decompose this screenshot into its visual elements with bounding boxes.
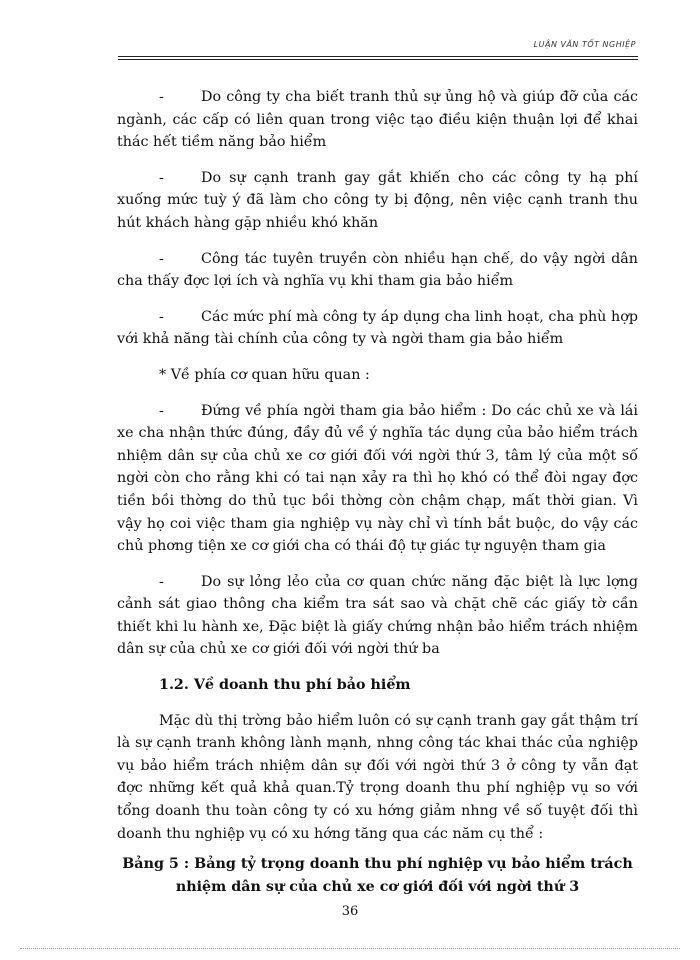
body-text xyxy=(117,86,638,898)
bullet-dash: - xyxy=(159,573,164,590)
header-rule-thick xyxy=(118,56,638,57)
paragraph-7-text: Do sự lỏng lẻo của cơ quan chức năng đặc biệt là lực lợng cảnh sát giao thông cha kiểm tra sát sao và chặt chẽ các giấy tờ cần thiết khi lu hành xe, Đặc biệt là giấy chứng nhận bảo hiểm trách nhiệm dân sự của chủ xe cơ giới đối với ngời thứ ba xyxy=(117,573,638,658)
paragraph-6 xyxy=(117,400,638,558)
paragraph-8: Mặc dù thị trờng bảo hiểm luôn có sự cạnh tranh gay gắt thậm trí là sự cạnh tranh không lành mạnh, nhng công tác khai thác của nghiệp vụ bảo hiểm trách nhiệm dân sự đối với ngời thứ 3 ở công ty vẫn đạt đợc những kết quả khả quan.Tỷ trọng doanh thu phí nghiệp vụ so với tổng doanh thu toàn công ty có xu hớng giảm nhng về số tuyệt đối thì doanh thu nghiệp vụ có xu hớng tăng qua các năm cụ thể : xyxy=(117,712,638,842)
paragraph-5-subhead: * Về phía cơ quan hữu quan : xyxy=(159,366,370,383)
page-number: 36 xyxy=(341,904,359,919)
paragraph-4 xyxy=(117,306,638,351)
bullet-dash: - xyxy=(159,402,164,419)
header-rule-thin xyxy=(118,59,638,60)
paragraph-2 xyxy=(117,167,638,235)
paragraph-7 xyxy=(117,571,638,661)
bullet-dash: - xyxy=(159,169,164,186)
paragraph-3-text: Công tác tuyên truyền còn nhiều hạn chế, do vậy ngời dân cha thấy đợc lợi ích và nghĩa vụ khi tham gia bảo hiểm xyxy=(117,250,638,290)
paragraph-2-text: Do sự cạnh tranh gay gắt khiến cho các công ty hạ phí xuống mức tuỳ ý đã làm cho công ty bị động, nên việc cạnh tranh thu hút khách hàng gặp nhiều khó khăn xyxy=(117,169,638,231)
table-title: Bảng 5 : Bảng tỷ trọng doanh thu phí nghiệp vụ bảo hiểm trách nhiệm dân sự của chủ xe cơ giới đối với ngời thứ 3 xyxy=(122,856,633,895)
paragraph-4-text: Các mức phí mà công ty áp dụng cha linh hoạt, cha phù hợp với khả năng tài chính của công ty và ngời tham gia bảo hiểm xyxy=(117,308,638,348)
bullet-dash: - xyxy=(159,250,164,267)
bullet-dash: - xyxy=(159,89,164,105)
footer-dotted-rule xyxy=(20,948,680,949)
paragraph-3 xyxy=(117,248,638,293)
running-header: LUẬN VĂN TỐT NGHIỆP xyxy=(533,40,636,49)
bullet-dash: - xyxy=(159,308,164,325)
paragraph-1-text: Do công ty cha biết tranh thủ sự ủng hộ và giúp đỡ của các ngành, các cấp có liên quan trong việc tạo điều kiện thuận lợi để khai thác hết tiềm năng bảo hiểm xyxy=(117,89,638,151)
paragraph-1 xyxy=(117,86,638,154)
section-heading: 1.2. Về doanh thu phí bảo hiểm xyxy=(159,677,411,694)
paragraph-6-text: Đứng về phía ngời tham gia bảo hiểm : Do các chủ xe và lái xe cha nhận thức đúng, đầy đủ về ý nghĩa tác dụng của bảo hiểm trách nhiệm dân sự của chủ xe cơ giới đối với ngời thứ 3, tâm lý của một số ngời còn cho rằng khi có tai nạn xảy ra thì họ khó có thể đòi ngay đợc tiền bồi thờng do thủ tục bồi thờng còn chậm chạp, mất thời gian. Vì vậy họ coi việc tham gia nghiệp vụ này chỉ vì tính bắt buộc, do vậy các chủ phơng tiện xe cơ giới cha có thái độ tự giác tự nguyện tham gia xyxy=(117,402,638,555)
